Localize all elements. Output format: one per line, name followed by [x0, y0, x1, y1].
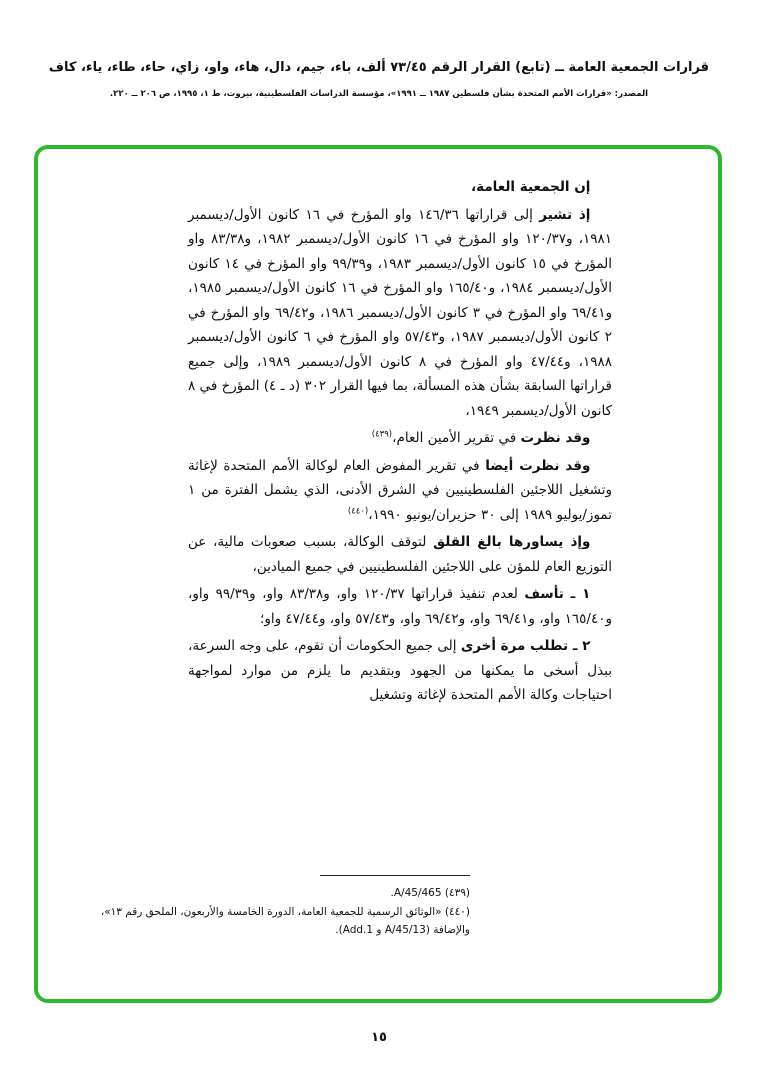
paragraph-concern-distribution — [188, 530, 612, 579]
paragraph-text: لعدم تنفيذ قراراتها ١٢٠/٣٧ واو، و٨٣/٣٨ واو، و٩٩/٣٩ واو، و١٦٥/٤٠ واو، و٦٩/٤١ واو، و٦٩/٤٢ واو، و٥٧/٤٣ واو، و٤٧/٤٤ واو؛ — [188, 586, 612, 627]
footnotes-section — [64, 875, 470, 942]
footnote-439: (٤٣٩) A/45/465. — [390, 886, 470, 899]
header-source-line: المصدر: «قرارات الأمم المتحدة بشأن فلسطين ١٩٨٧ ــ ١٩٩١»، مؤسسة الدراسات الفلسطينية، بيروت، ط ١، ١٩٩٥، ص ٢٠٦ ــ ٢٢٠. — [109, 89, 649, 99]
paragraph-recalling-resolutions — [188, 203, 612, 424]
paragraph-operative-1 — [188, 582, 612, 631]
paragraph-text: إلى جميع الحكومات أن تقوم، على وجه السرعة، ببذل أسخى ما يمكنها من الجهود وبتقديم ما يلزم من موارد لمواجهة احتياجات وكالة الأمم المتحدة لإغاثة وتشغيل — [188, 638, 612, 703]
content-frame — [34, 145, 722, 1003]
resolution-body — [188, 175, 612, 708]
paragraph-considered-unrwa-report — [188, 454, 612, 528]
paragraph-text: لتوقف الوكالة، بسبب صعوبات مالية، عن التوزيع العام للمؤن على اللاجئين الفلسطينيين في جميع الميادين، — [188, 534, 612, 575]
paragraph-operative-2 — [188, 634, 612, 708]
paragraph-text: في تقرير المفوض العام لوكالة الأمم المتحدة لإغاثة وتشغيل اللاجئين الفلسطينيين في الشرق الأدنى، الذي يشمل الفترة من ١ تموز/يوليو ١٩٨٩ إلى ٣٠ حزيران/يونيو ١٩٩٠، — [188, 457, 612, 523]
footnote-ref: (٤٣٩) — [371, 429, 393, 440]
paragraph-lead: ٢ ـ تطلب مرة أخرى — [460, 638, 591, 654]
document-header — [20, 60, 738, 99]
paragraph-lead: وإذ يساورها بالغ القلق — [433, 534, 591, 550]
page-number: ١٥ — [371, 1030, 387, 1045]
header-title: قرارات الجمعية العامة ــ (تابع) القرار الرقم ٧٣/٤٥ ألف، باء، جيم، دال، هاء، واو، زاي، حاء، طاء، ياء، كاف — [48, 60, 710, 75]
footnote-440: (٤٤٠) «الوثائق الرسمية للجمعية العامة، الدورة الخامسة والأربعون، الملحق رقم ١٣»، والإضافة (A/45/13 و Add.1). — [100, 906, 470, 936]
paragraph-lead: وقد نظرت — [520, 430, 591, 446]
paragraph-lead: ١ ـ تأسف — [524, 586, 591, 602]
paragraph-considered-sg-report — [188, 426, 612, 451]
paragraph-lead: إن الجمعية العامة، — [471, 179, 591, 195]
footnote-ref: (٤٤٠) — [347, 506, 369, 516]
paragraph-lead: إذ تشير — [539, 206, 591, 223]
footnote-divider — [320, 875, 470, 876]
paragraph-lead: وقد نظرت أيضا — [485, 457, 591, 474]
paragraph-text: في تقرير الأمين العام، — [392, 430, 521, 446]
paragraph-text: إلى قراراتها ١٤٦/٣٦ واو المؤرخ في ١٦ كانون الأول/ديسمبر ١٩٨١، و١٢٠/٣٧ واو المؤرخ في ١٦ كانون الأول/ديسمبر ١٩٨٢، و٨٣/٣٨ واو المؤرخ في ١٥ كانون الأول/ديسمبر ١٩٨٣، و٩٩/٣٩ واو المؤرخ في ١٤ كانون الأول/ديسمبر ١٩٨٤، و١٦٥/٤٠ واو المؤرخ في ١٦ كانون الأول/ديسمبر ١٩٨٥، و٦٩/٤١ واو المؤرخ في ٣ كانون الأول/ديسمبر ١٩٨٦، و٦٩/٤٢ واو المؤرخ في ٢ كانون الأول/ديسمبر ١٩٨٧، و٥٧/٤٣ واو المؤرخ في ٦ كانون الأول/ديسمبر ١٩٨٨، و٤٧/٤٤ واو المؤرخ في ٨ كانون الأول/ديسمبر ١٩٨٩، وإلى جميع قراراتها السابقة بشأن هذه المسألة، بما فيها القرار ٣٠٢ (د ـ ٤) المؤرخ في ٨ كانون الأول/ديسمبر ١٩٤٩، — [188, 206, 613, 419]
paragraph-preamble-opening — [188, 175, 612, 200]
